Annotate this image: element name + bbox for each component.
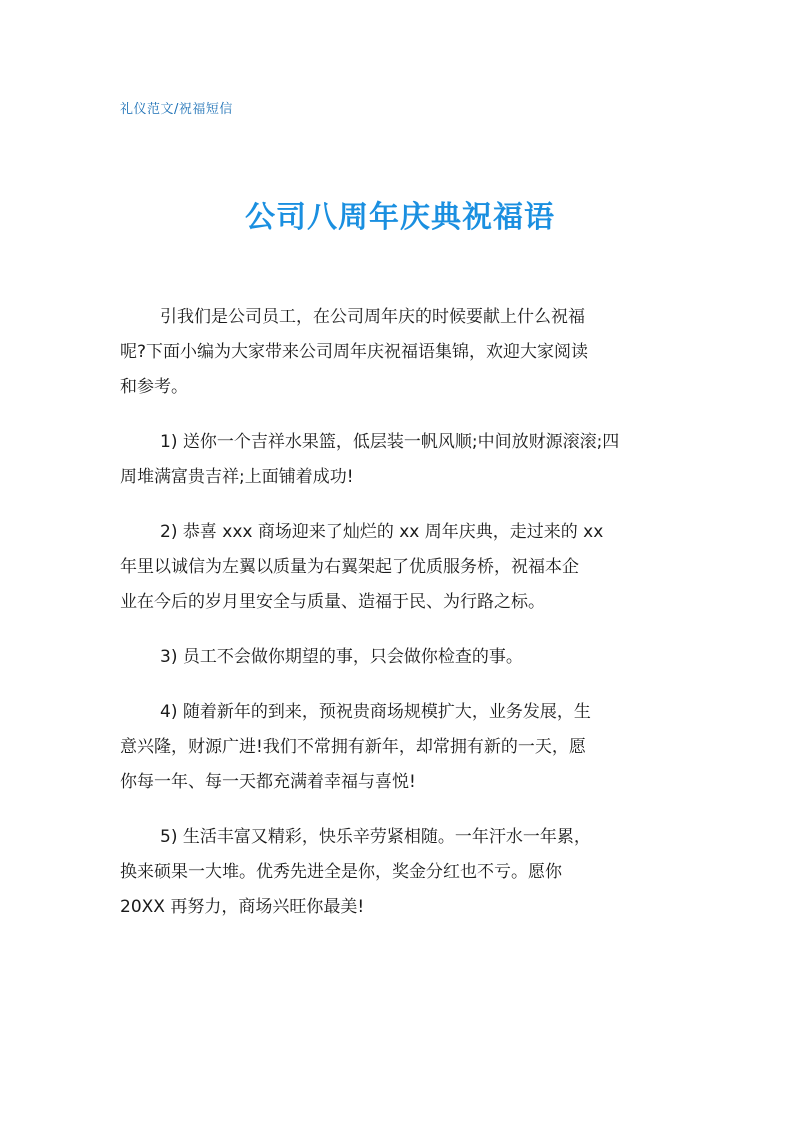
intro-paragraph [120, 300, 680, 405]
paragraph-line: 年里以诚信为左翼以质量为右翼架起了优质服务桥，祝福本企 [120, 557, 579, 577]
paragraph-line: 周堆满富贵吉祥;上面铺着成功! [120, 467, 354, 487]
paragraph-line: 引我们是公司员工，在公司周年庆的时候要献上什么祝福 [160, 307, 585, 327]
breadcrumb[interactable]: 礼仪范文/祝福短信 [120, 102, 233, 117]
document-body [120, 300, 680, 945]
paragraph-line: 换来硕果一大堆。优秀先进全是你，奖金分红也不亏。愿你 [120, 862, 562, 882]
blessing-item-4 [120, 695, 680, 800]
paragraph-line: 呢?下面小编为大家带来公司周年庆祝福语集锦，欢迎大家阅读 [120, 342, 589, 362]
page-title: 公司八周年庆典祝福语 [245, 200, 555, 235]
paragraph-line: 你每一年、每一天都充满着幸福与喜悦! [120, 772, 416, 792]
blessing-item-3 [120, 640, 680, 675]
paragraph-line: 4) 随着新年的到来，预祝贵商场规模扩大，业务发展，生 [160, 702, 591, 722]
blessing-item-2 [120, 515, 680, 620]
paragraph-line: 20XX 再努力，商场兴旺你最美! [120, 897, 365, 917]
paragraph-line: 业在今后的岁月里安全与质量、造福于民、为行路之标。 [120, 592, 545, 612]
paragraph-line: 3) 员工不会做你期望的事，只会做你检查的事。 [160, 647, 523, 667]
paragraph-line: 2) 恭喜 xxx 商场迎来了灿烂的 xx 周年庆典，走过来的 xx [160, 522, 604, 542]
paragraph-line: 和参考。 [120, 377, 188, 397]
paragraph-line: 5) 生活丰富又精彩，快乐辛劳紧相随。一年汗水一年累， [160, 827, 591, 847]
paragraph-line: 意兴隆，财源广进!我们不常拥有新年，却常拥有新的一天，愿 [120, 737, 586, 757]
paragraph-line: 1) 送你一个吉祥水果篮，低层装一帆风顺;中间放财源滚滚;四 [160, 432, 620, 452]
blessing-item-1 [120, 425, 680, 495]
blessing-item-5 [120, 820, 680, 925]
